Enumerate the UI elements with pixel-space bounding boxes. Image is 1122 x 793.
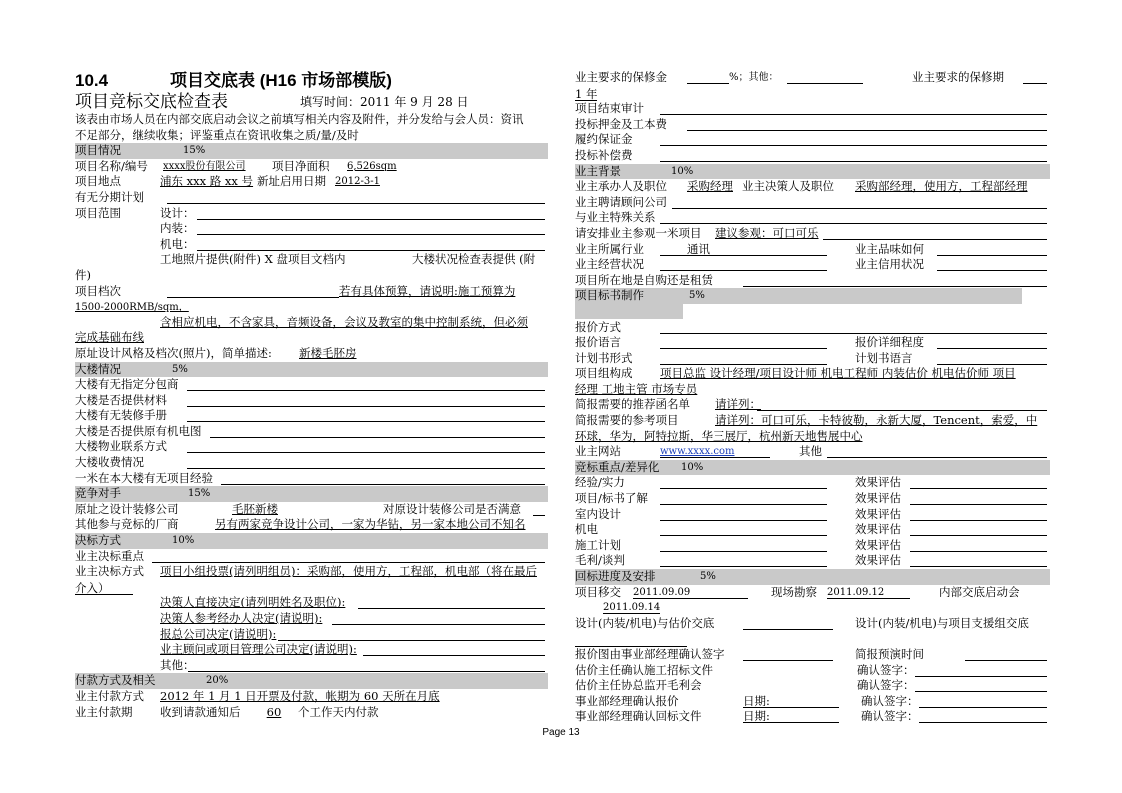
row-e4 [575,522,1050,538]
row-r3 [575,132,1050,148]
section-title: 项目情况 [75,143,121,158]
row-grade-3 [75,315,548,331]
section-owner [575,164,1050,180]
e3-field[interactable] [660,507,827,521]
d3-label: 决策人直接决定(请列明姓名及职位): [160,595,346,610]
grade-blank[interactable] [167,284,339,298]
d7-label: 其他： [160,657,195,672]
field-label: 事业部经理确认报价 [575,693,679,708]
g6-sign-field[interactable] [919,694,1047,708]
field-label: 项目移交 [575,584,621,599]
field-label: 事业部经理确认回标文件 [575,709,702,724]
section-number: 10.4 [75,71,109,90]
field-label: 业主经营状况 [575,257,644,272]
field-label: 业主决标方式 [75,564,144,579]
row-g1 [575,585,1050,601]
website-link[interactable]: www.xxxx.com [660,446,735,458]
e4-eval-field[interactable] [910,522,1047,536]
o5-value[interactable]: 通讯 [687,241,710,256]
field-label: 项目结束审计 [575,101,644,116]
o5b-field[interactable] [937,242,1047,256]
field-label: 内部交底启动会 [939,584,1020,599]
row-project-name [75,159,548,175]
row-b2 [75,393,548,409]
row-p2 [75,705,548,721]
row-t7 [575,444,1050,460]
field-label: 与业主特殊关系 [575,210,656,225]
g2-field[interactable] [743,616,833,630]
row-phase-plan [75,190,548,206]
section-weight: 10% [681,461,704,473]
section-weight: 5% [689,290,705,302]
row-grade-4 [75,330,548,346]
b6-field[interactable] [187,455,545,469]
site-visit-date[interactable]: 2011.09.12 [827,585,910,599]
field-label: 计划书形式 [575,350,633,365]
row-warranty-period [575,86,1050,102]
g7-date-field[interactable]: 日期: [743,709,839,723]
o4-value[interactable]: 建议参观：可口可乐 [715,225,819,240]
row-o7 [575,273,1050,289]
field-label: 大楼物业联系方式 [75,439,167,454]
row-photos [75,252,548,268]
field-label: 效果评估 [855,537,901,552]
row-t3 [575,351,1050,367]
field-label: 大楼有无装修手册 [75,408,167,423]
field-label: 项目净面积 [272,158,330,173]
field-label: 简报预演时间 [855,646,924,661]
section-title: 竞争对手 [75,486,121,501]
field-label: 业主品味如何 [855,241,924,256]
row-r4 [575,148,1050,164]
b3-field[interactable] [187,408,545,422]
field-label: 简报需要的参考项目 [575,413,679,428]
row-bid-docs-spacer [575,304,1050,320]
row-o1 [575,179,1050,195]
field-label: 毛利/谈判 [575,553,625,568]
row-e5 [575,538,1050,554]
row-warranty [575,70,1050,86]
field-label: 设计： [160,205,195,220]
field-label: 估价主任确认施工招标文件 [575,662,713,677]
field-label: 对原设计装修公司是否满意 [383,501,521,516]
field-label: 设计(内装/机电)与估价交底 [575,615,715,630]
style-value[interactable]: 新楼毛胚房 [299,345,357,360]
field-label: 大楼是否提供材料 [75,392,167,407]
t1-field[interactable] [660,320,1047,334]
scope-fitout-field[interactable] [197,221,545,235]
field-label: 确认签字： [861,709,919,724]
b2-field[interactable] [187,393,545,407]
field-label: 原址设计风格及档次(照片)，简单描述: [75,345,272,360]
g3b-field[interactable] [965,647,1047,661]
section-title: 付款方式及相关 [75,673,156,688]
field-label: 效果评估 [855,506,901,521]
field-label: 估价主任协总监开毛利会 [575,678,702,693]
scope-design-field[interactable] [197,206,545,220]
project-area-value[interactable]: 6,526sqm [347,160,397,172]
field-label: 请安排业主参观一米项目 [575,225,702,240]
grade-value[interactable]: 若有具体预算，请说明:施工预算为 [339,283,516,298]
row-b1 [75,377,548,393]
field-label: 确认签字： [857,662,915,677]
row-b6 [75,455,548,471]
field-label: 履约保证金 [575,132,633,147]
row-o4 [575,226,1050,242]
row-d3 [75,595,548,611]
section-weight: 15% [188,488,211,500]
project-location-value[interactable]: 浦东 xxx 路 xx 号 [160,174,254,189]
d5-label: 报总公司决定(请说明): [160,626,277,641]
section-title: 竞标重点/差异化 [575,459,660,474]
row-t4-cont [575,382,1050,398]
o4-field[interactable] [823,226,1047,240]
d3-field[interactable] [358,595,545,609]
field-label: 确认签字： [857,678,915,693]
row-t6 [575,413,1050,429]
site-photo-note: 工地照片提供(附件) X 盘项目文档内 [160,252,346,267]
g3-field[interactable] [743,647,833,661]
warranty-deposit-field[interactable] [687,70,729,84]
field-label: %；其他： [729,72,779,83]
row-b5 [75,439,548,455]
b4-field[interactable] [210,424,545,438]
c1-value[interactable]: 毛胚新楼 [232,501,278,516]
row-c1 [75,502,548,518]
warranty-period-field[interactable] [1023,70,1047,84]
right-column [575,70,1050,725]
b1-field[interactable] [187,377,545,391]
building-check-note: 大楼状况检查表提供 (附 [412,252,536,267]
row-project-location [75,174,548,190]
section-weight: 5% [700,571,716,582]
field-label: 报价详细程度 [855,335,924,350]
row-grade-2 [75,299,548,315]
e4-field[interactable] [660,522,827,536]
r3-field[interactable] [660,132,1047,146]
row-d1 [75,549,548,565]
subtitle-row [75,92,548,112]
section-weight: 15% [183,145,206,157]
section-weight: 10% [671,165,694,177]
section-payment [75,673,548,689]
field-label: 业主聘请顾问公司 [575,194,667,209]
b7-field[interactable] [221,471,545,485]
c2-value[interactable]: 另有两家竞争设计公司，一家为华钻，另一家本地公司不知名 [215,517,526,532]
field-label: 项目所在地是自购还是租赁 [575,272,713,287]
e2-eval-field[interactable] [910,491,1047,505]
fill-time: 填写时间：2011 年 9 月 28 日 [300,95,469,109]
row-g3 [575,647,1050,663]
row-g5 [575,678,1050,694]
project-name-value[interactable]: xxxx股份有限公司 [163,160,246,172]
t7b-field[interactable] [827,444,1047,458]
row-scope-mep [75,237,548,253]
field-label: 效果评估 [855,475,901,490]
section-building [75,362,548,378]
g6-date-field[interactable]: 日期: [743,694,839,708]
row-g4 [575,663,1050,679]
row-g2-cont [575,631,1050,647]
r2-field[interactable] [687,117,1047,131]
row-e3 [575,507,1050,523]
d4-label: 决策人参考经办人决定(请说明): [160,611,323,625]
row-d5 [75,627,548,643]
section-title: 回标进度及安排 [575,569,656,583]
o1b-value[interactable]: 采购部经理，使用方，工程部经理 [855,179,1028,194]
field-label: 有无分期计划 [75,189,144,204]
row-r1 [575,101,1050,117]
field-label: 投标补偿费 [575,147,633,162]
row-g6 [575,694,1050,710]
field-label: 效果评估 [855,491,901,506]
grade-value-cont[interactable]: 完成基础布线 [75,330,144,345]
row-r2 [575,117,1050,133]
field-label: 项目范围 [75,205,121,220]
field-label: 内装： [160,221,195,236]
reference-projects-cont[interactable]: 环球，华为，阿特拉斯，华三展厅，杭州新天地售展中心 [575,428,863,443]
section-differentiation [575,460,1050,476]
field-label: 业主网站 [575,444,621,459]
field-label: 大楼有无指定分包商 [75,377,179,392]
field-label: 效果评估 [855,553,901,568]
section-bid-docs [575,288,1022,304]
field-label: 业主承办人及职位 [575,179,667,194]
section-project-info [75,143,548,159]
field-label: 项目组构成 [575,366,633,381]
r4-field[interactable] [660,148,1047,162]
field-label: 报价方式 [575,319,621,334]
field-label: 项目名称/编号 [75,158,148,173]
field-label: 业主决标重点 [75,548,144,563]
scope-mep-field[interactable] [197,237,545,251]
field-label: 经验/实力 [575,475,625,490]
doc-heading [75,70,548,92]
field-label: 原址之设计装修公司 [75,501,179,516]
row-t5 [575,397,1050,413]
team-value-cont[interactable]: 经理 工地主管 市场专员 [575,381,698,396]
e5-eval-field[interactable] [910,538,1047,552]
section-weight: 20% [206,675,229,687]
field-label: 其他 [799,444,822,459]
row-e6 [575,553,1050,569]
d2-value-cont[interactable]: 介入） [75,581,133,595]
page-number: Page 13 [542,727,580,738]
o6b-field[interactable] [937,257,1047,271]
field-label: 项目/标书了解 [575,491,648,506]
field-label: 效果评估 [855,522,901,537]
building-check-note-cont: 件) [75,267,91,282]
g2-cont-field[interactable] [575,633,687,647]
o5-field[interactable] [660,242,827,256]
field-label: 报价图由事业部经理确认签字 [575,646,725,661]
o2-field[interactable] [672,195,1047,209]
g7-sign-field[interactable] [919,709,1047,723]
field-label: 大楼收费情况 [75,455,144,470]
row-e2 [575,491,1050,507]
field-label: 业主付款期 [75,704,133,719]
d6-label: 业主顾问或项目管理公司决定(请说明): [160,642,357,657]
o3-field[interactable] [660,210,1047,224]
field-label: 报价语言 [575,335,621,350]
payment-days-value[interactable]: 60 [266,704,282,719]
o6-field[interactable] [660,257,827,271]
field-label: 业主要求的保修金 [575,70,667,84]
field-label: 施工计划 [575,537,621,552]
d5-field[interactable] [278,627,545,641]
t5-value[interactable]: 请详列： [715,397,761,412]
field-label: 机电 [575,522,598,537]
field-label: 新址启用日期 [257,174,326,189]
row-grade [75,284,548,300]
row-g2 [575,616,1050,632]
section-weight: 10% [172,535,195,547]
row-g7 [575,709,1050,725]
grade-value-cont[interactable]: 含相应机电，不含家具，音频设备，会议及教室的集中控制系统，但必须 [160,314,528,329]
team-value[interactable]: 项目总监 设计经理/项目设计师 机电工程师 内装估价 机电估价师 项目 [660,366,1016,381]
field-label: 业主信用状况 [855,257,924,272]
e3-eval-field[interactable] [910,507,1047,521]
d6-field[interactable] [363,642,545,656]
row-d2-cont [75,580,548,596]
d1-field[interactable] [152,549,545,563]
row-b7 [75,471,548,487]
row-o2 [575,195,1050,211]
field-label: 个工作天内付款 [298,704,379,719]
field-label: 其他参与竞标的厂商 [75,517,179,532]
reference-projects-value[interactable]: 请详列：可口可乐，卡特彼勒，永新大厦，Tencent，索爱，中 [715,413,1038,428]
section-title: 大楼情况 [75,361,121,376]
field-label: 业主所属行业 [575,241,644,256]
e5-field[interactable] [660,538,827,552]
d7-field[interactable] [188,658,545,672]
section-title: 业主背景 [575,163,621,178]
t2b-field[interactable] [937,335,1047,349]
e1-field[interactable] [660,475,827,489]
phase-plan-field[interactable] [167,190,545,204]
field-label: 简报需要的推荐函名单 [575,397,690,412]
field-label: 大楼是否提供原有机电图 [75,423,202,438]
field-label: 业主要求的保修期 [912,70,1004,84]
row-d4 [75,611,548,627]
d4-field[interactable] [332,611,545,625]
field-label: 确认签字： [861,693,919,708]
row-t2 [575,335,1050,351]
row-scope-design [75,206,548,222]
row-t1 [575,320,1050,336]
field-label: 项目档次 [75,283,121,298]
grade-value-cont[interactable]: 1500-2000RMB/sqm， [75,302,189,314]
field-label: 业主付款方式 [75,688,144,703]
section-weight: 5% [172,363,188,375]
field-label: 一米在本大楼有无项目经验 [75,470,213,485]
left-column [75,70,548,720]
section-title: 决标方式 [75,533,121,548]
row-d6 [75,642,548,658]
row-c2 [75,517,548,533]
d2-value[interactable]: 项目小组投票(请列明组员)：采购部，使用方，工程部，机电部（将在最后 [160,564,537,579]
o1-value[interactable]: 采购经理 [687,179,733,194]
e1-eval-field[interactable] [910,475,1047,489]
kickoff-date[interactable]: 2011.09.14 [603,602,661,614]
intro-line-1: 该表由市场人员在内部交底启动会议之前填写相关内容及附件，并分发给与会人员：资讯 [75,112,524,126]
form-subtitle: 项目竞标交底检查表 [75,92,228,112]
row-o6 [575,257,1050,273]
field-label: 收到请款通知后 [160,704,241,719]
row-t4 [575,366,1050,382]
row-p1 [75,689,548,705]
handover-date[interactable]: 2011.09.09 [633,585,748,599]
e6-eval-field[interactable] [910,553,1047,567]
warranty-other-field[interactable] [787,70,863,84]
row-o3 [575,210,1050,226]
b5-field[interactable] [187,439,545,453]
section-schedule [575,569,1050,585]
field-label: 现场勘察 [771,584,817,599]
c1-satisfied-field[interactable] [533,502,545,516]
row-scope-fitout [75,221,548,237]
g4-sign-field[interactable] [915,663,1047,677]
row-d2 [75,564,548,580]
row-o5 [575,242,1050,258]
field-label: 计划书语言 [855,350,913,365]
row-g1-cont [575,600,1050,616]
t5-field[interactable] [757,397,1047,411]
row-style [75,346,548,362]
field-label: 项目地点 [75,174,121,189]
section-decision [75,533,548,549]
field-label: 设计(内装/机电)与项目支援组交底 [855,615,1029,630]
g5-sign-field[interactable] [915,678,1047,692]
move-in-date-value[interactable]: 2012-3-1 [335,176,380,188]
row-t6-cont [575,429,1050,445]
t2-field[interactable] [660,335,827,349]
row-d7 [75,658,548,674]
field-label: 机电： [160,236,195,251]
intro-line-2: 不足部分，继续收集；评鉴重点在资讯收集之质/量/及时 [75,127,359,142]
field-label: 投标押金及工本费 [575,116,667,131]
t3-field[interactable] [660,351,827,365]
e6-field[interactable] [660,553,827,567]
payment-method-value[interactable]: 2012 年 1 月 1 日开票及付款，帐期为 60 天所在月底 [160,688,440,703]
warranty-period-value[interactable]: 1 年 [575,87,598,102]
doc-title: 项目交底表 (H16 市场部模版) [170,71,392,90]
e2-field[interactable] [660,491,827,505]
field-label: 室内设计 [575,506,621,521]
section-title: 项目标书制作 [575,288,644,303]
r1-field[interactable] [660,101,1047,115]
field-label: 业主决策人及职位 [742,179,834,194]
section-competitors [75,486,548,502]
t3b-field[interactable] [937,351,1047,365]
o7-field[interactable] [743,273,1047,287]
row-e1 [575,475,1050,491]
row-b4 [75,424,548,440]
row-b3 [75,408,548,424]
